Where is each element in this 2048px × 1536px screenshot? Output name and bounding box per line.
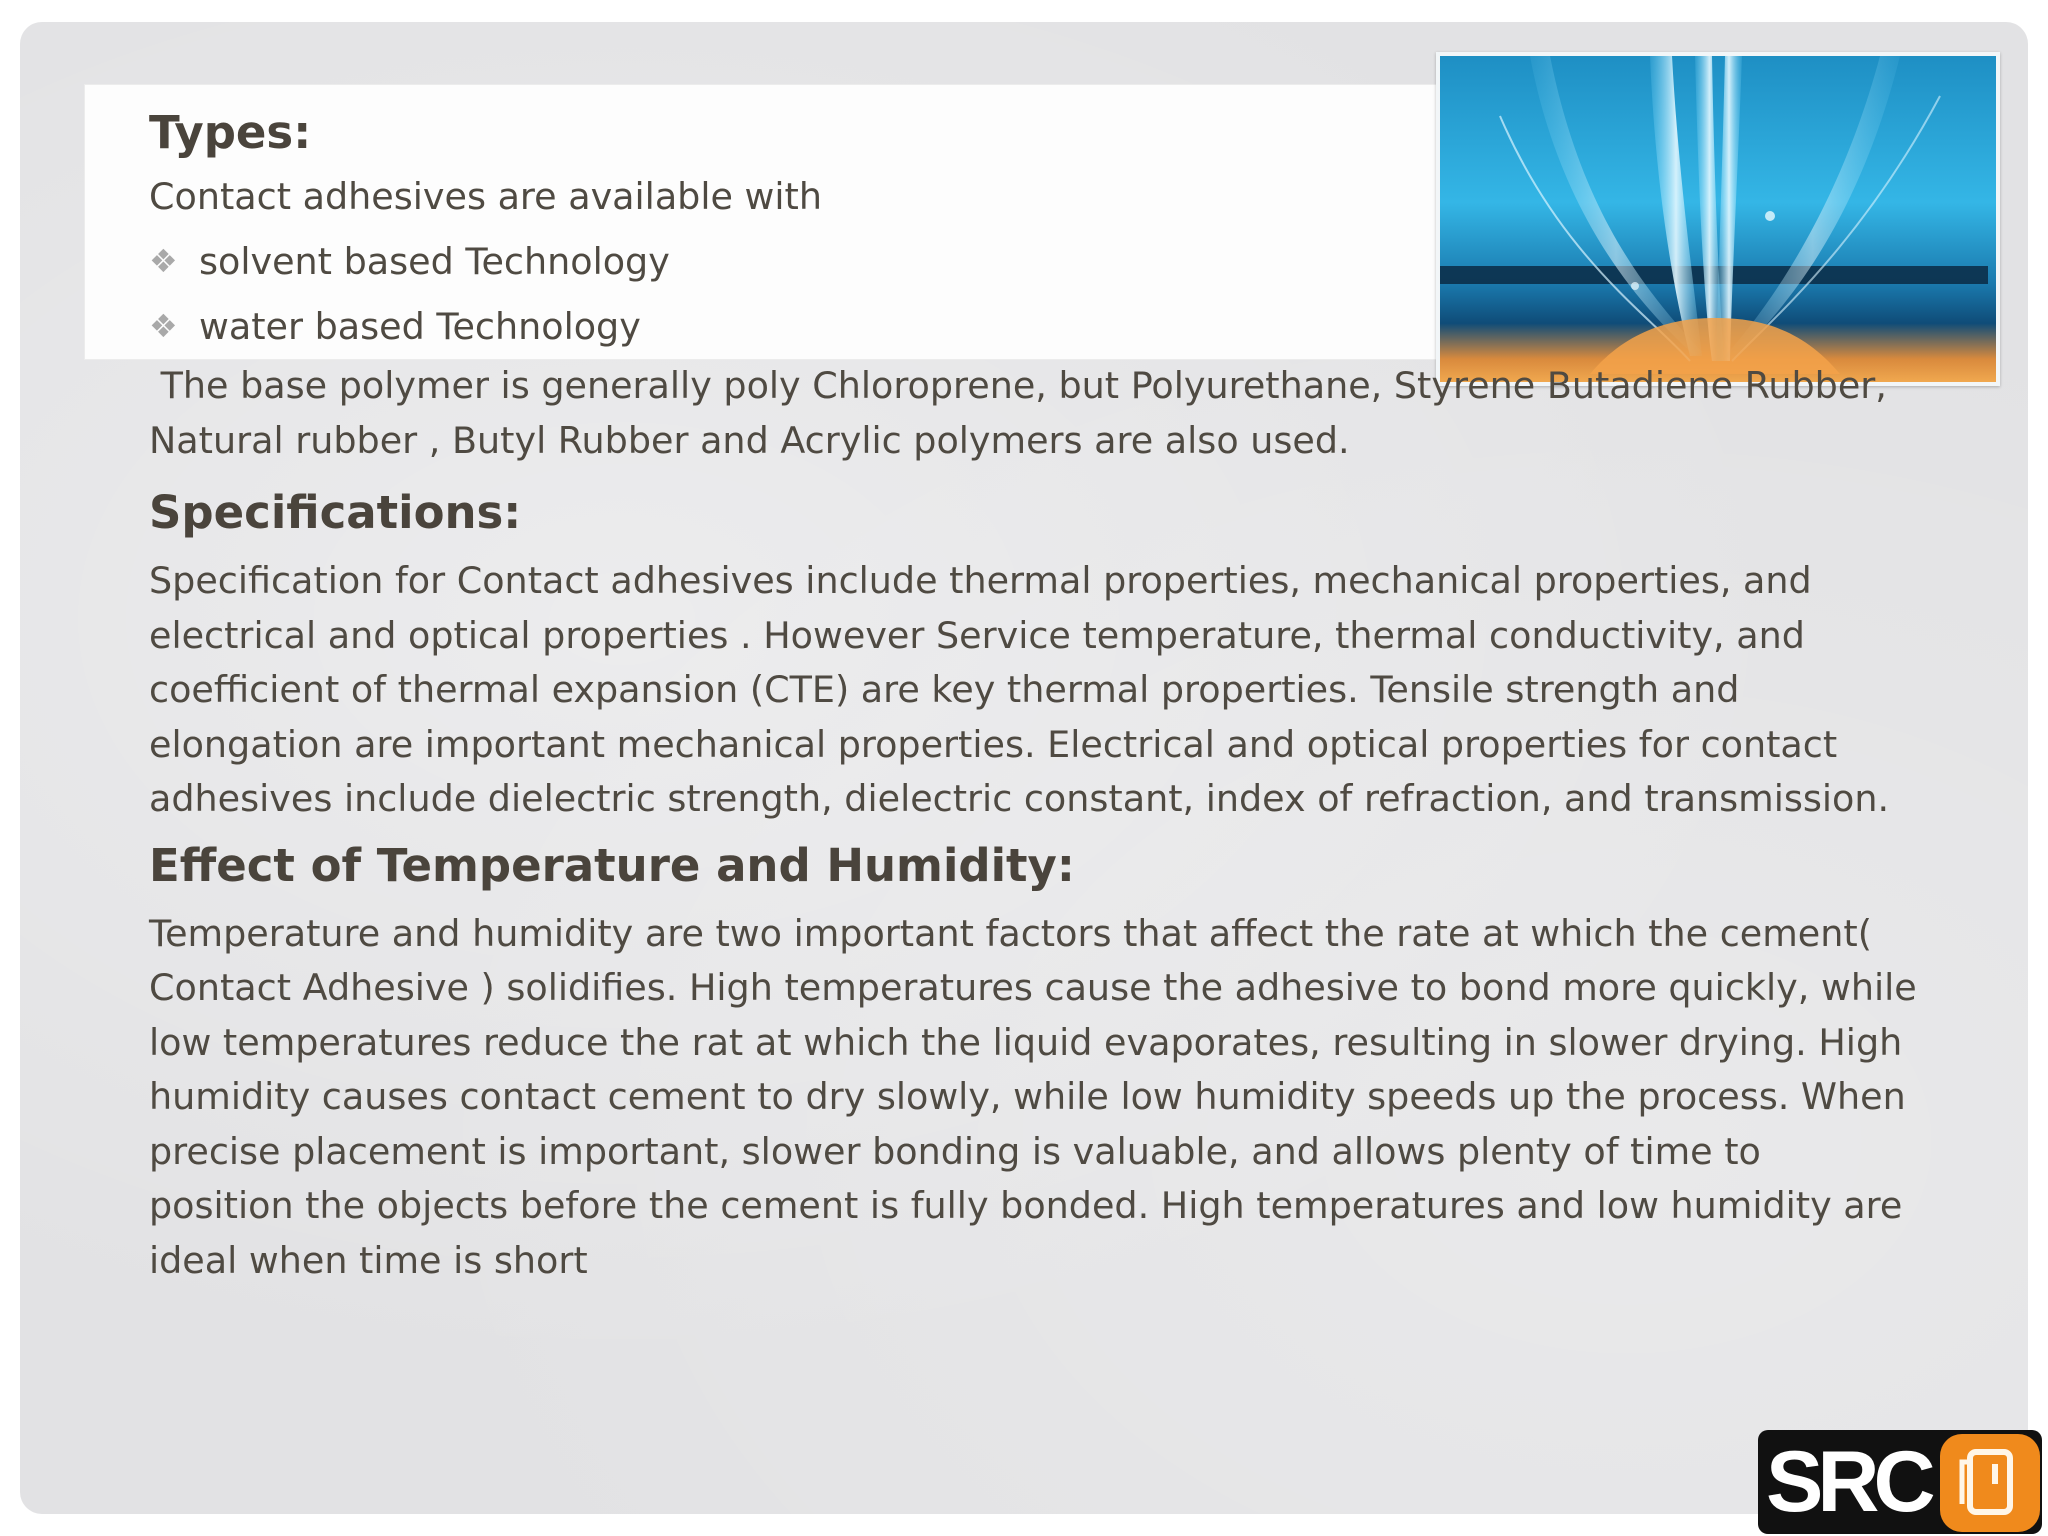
logo-text: SRC	[1766, 1434, 1930, 1530]
logo-badge-icon	[1940, 1434, 2040, 1532]
specifications-line: Specification for Contact adhesives include thermal properties, mechanical properties, and	[149, 559, 1812, 602]
effect-line: Contact Adhesive ) solidifies. High temperatures cause the adhesive to bond more quickly, while	[149, 966, 1917, 1009]
diamond-bullet-icon: ❖	[149, 307, 178, 345]
document-icon	[1940, 1434, 2040, 1532]
diamond-bullet-icon: ❖	[149, 242, 178, 280]
src-logo	[1758, 1430, 2042, 1534]
bullet-text: solvent based Technology	[199, 240, 670, 283]
effect-heading: Effect of Temperature and Humidity:	[149, 838, 1075, 892]
slide	[20, 22, 2028, 1514]
bullet-item	[149, 294, 1959, 359]
effect-line: humidity causes contact cement to dry slowly, while low humidity speeds up the process. When	[149, 1075, 1906, 1118]
types-intro: Contact adhesives are available with	[149, 175, 822, 218]
specifications-line: electrical and optical properties . However Service temperature, thermal conductivity, and	[149, 613, 1805, 657]
effect-line: low temperatures reduce the rat at which the liquid evaporates, resulting in slower drying. High	[149, 1020, 1903, 1064]
specifications-heading: Specifications:	[149, 486, 522, 539]
effect-line: ideal when time is short	[149, 1238, 588, 1282]
effect-line: position the objects before the cement is fully bonded. High temperatures and low humidity are	[149, 1184, 1903, 1227]
effect-line: precise placement is important, slower bonding is valuable, and allows plenty of time to	[149, 1129, 1761, 1173]
specifications-line: elongation are important mechanical properties. Electrical and optical properties for contact	[149, 722, 1838, 766]
bullet-text: water based Technology	[199, 305, 641, 348]
polymer-text-line: Natural rubber , Butyl Rubber and Acrylic polymers are also used.	[149, 418, 1350, 462]
specifications-line: coefficient of thermal expansion (CTE) are key thermal properties. Tensile strength and	[149, 668, 1740, 711]
types-heading: Types:	[149, 106, 312, 159]
bullet-item	[149, 229, 1959, 294]
polymer-text-line: The base polymer is generally poly Chloroprene, but Polyurethane, Styrene Butadiene Rubber,	[149, 364, 1887, 407]
effect-line: Temperature and humidity are two important factors that affect the rate at which the cement(	[149, 911, 1872, 955]
slide-content	[149, 104, 1959, 1288]
specifications-line: adhesives include dielectric strength, dielectric constant, index of refraction, and transmission.	[149, 777, 1890, 820]
